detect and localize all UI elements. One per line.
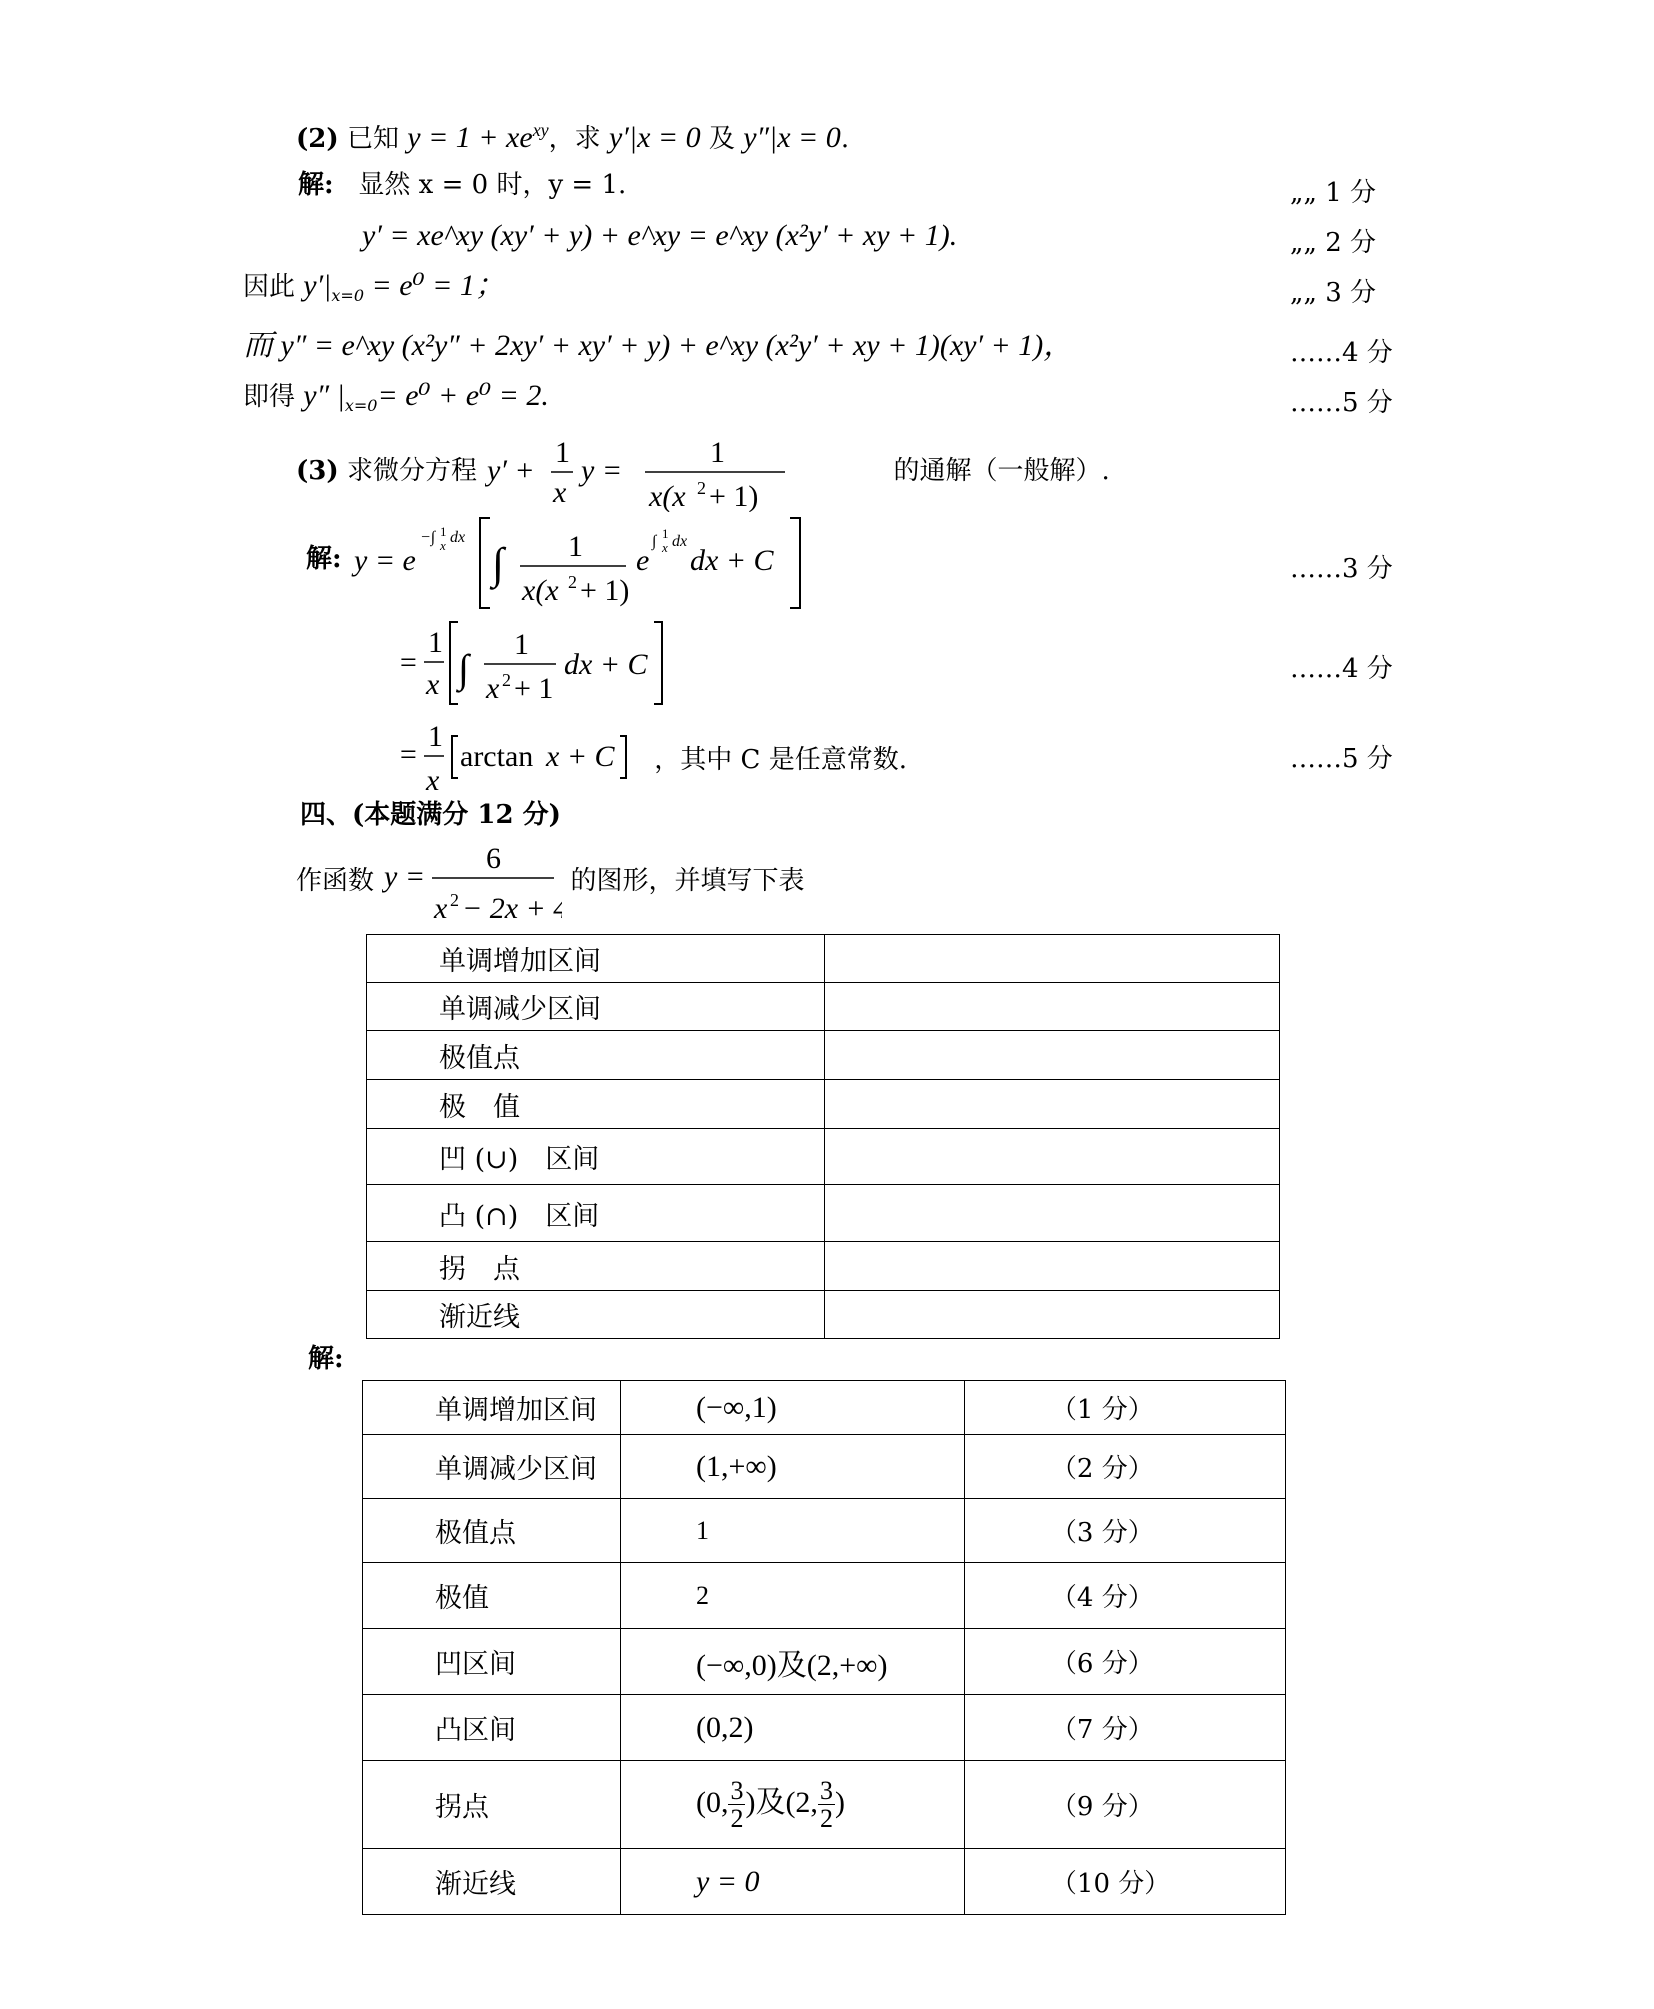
table-value: (1,+∞) xyxy=(620,1435,964,1499)
solution-4-label: 解: xyxy=(308,1344,344,1374)
table-value: 2 xyxy=(620,1563,964,1629)
table-value: (−∞,1) xyxy=(620,1381,964,1435)
svg-text:2: 2 xyxy=(567,572,577,592)
svg-text:6: 6 xyxy=(486,842,502,875)
solution-3-formula-3 xyxy=(396,716,646,806)
table-cell-empty xyxy=(824,983,1279,1031)
table-label: 单调减少区间 xyxy=(367,983,825,1031)
table-cell-empty xyxy=(824,1031,1279,1080)
svg-text:+ 1: + 1 xyxy=(514,672,554,705)
svg-text:x(x: x(x xyxy=(649,480,686,512)
table-label: 单调减少区间 xyxy=(363,1435,621,1499)
table-cell-empty xyxy=(824,1291,1279,1339)
function-formula xyxy=(382,840,562,924)
svg-text:y′ +: y′ + xyxy=(487,454,535,487)
svg-text:1: 1 xyxy=(710,436,726,469)
svg-text:x: x xyxy=(439,538,446,553)
table-label: 极 值 xyxy=(367,1080,825,1129)
table-cell-empty xyxy=(824,1080,1279,1129)
table-row xyxy=(367,1242,1280,1291)
svg-text:−∫: −∫ xyxy=(419,529,436,546)
table-row xyxy=(363,1695,1286,1761)
table-row xyxy=(367,1185,1280,1242)
section-4-intro: 作函数 y = 6 x 2 − 2x + 4 的图形，并填写下表 xyxy=(296,842,805,924)
svg-text:1: 1 xyxy=(555,436,571,469)
svg-text:x: x xyxy=(661,540,668,555)
problem-2-equation: $y = 1 + xe^{xy}$ xyxy=(407,120,549,154)
table-value-inflection: (0, $\frac{3}{2}$ )及(2, $\frac{3}{2}$ ) xyxy=(620,1761,964,1849)
table-label: 单调增加区间 xyxy=(363,1381,621,1435)
solution-2-line-5: 即得 y″ $|_{x=0}= e^0 + e^0 = 2$. xyxy=(243,379,549,416)
table-label: 渐近线 xyxy=(367,1291,825,1339)
problem-3-label: (3) xyxy=(296,456,339,486)
svg-text:∫: ∫ xyxy=(458,646,469,691)
score-3-1: ……3 分 xyxy=(1290,554,1393,584)
table-row xyxy=(367,983,1280,1031)
table-score: （6 分） xyxy=(964,1629,1285,1695)
solution-2-line-4: 而 y″ = e^xy (x²y″ + 2xy′ + xy′ + y) + e^xy (x²y′ + xy + 1)(xy′ + 1)， xyxy=(243,329,1074,362)
table-label: 拐点 xyxy=(363,1761,621,1849)
score-2-5: ……5 分 xyxy=(1290,388,1393,418)
svg-text:1: 1 xyxy=(428,626,443,659)
problem-3-statement: (3) 求微分方程 y′ + 1 x y = 1 x(x 2 + 1) 的通解（一般解）. xyxy=(296,432,1110,512)
svg-text:1: 1 xyxy=(567,530,583,563)
svg-text:x: x xyxy=(426,668,440,701)
solution-3-formula-1 xyxy=(350,510,870,610)
score-3-3: ……5 分 xyxy=(1290,744,1393,774)
svg-text:1: 1 xyxy=(439,524,447,539)
table-label: 渐近线 xyxy=(363,1849,621,1915)
svg-text:y =: y = xyxy=(384,860,426,893)
table-score: （1 分） xyxy=(964,1381,1285,1435)
svg-text:dx + C: dx + C xyxy=(564,648,648,681)
svg-text:dx: dx xyxy=(671,533,687,550)
table-cell-empty xyxy=(824,935,1279,983)
svg-text:x: x xyxy=(426,764,440,797)
table-row xyxy=(367,935,1280,983)
score-2-4: ……4 分 xyxy=(1290,338,1393,368)
table-row xyxy=(363,1849,1286,1915)
table-score: （10 分） xyxy=(964,1849,1285,1915)
table-score: （3 分） xyxy=(964,1499,1285,1563)
blank-answer-table xyxy=(366,934,1280,1339)
svg-text:1: 1 xyxy=(661,526,669,541)
svg-text:y =: y = xyxy=(581,454,623,487)
svg-text:dx + C: dx + C xyxy=(689,544,774,577)
score-3-2: ……4 分 xyxy=(1290,654,1393,684)
svg-text:x + C: x + C xyxy=(546,740,615,773)
svg-text:=: = xyxy=(398,646,419,679)
svg-text:x(x: x(x xyxy=(521,574,559,607)
fraction: $\frac{3}{2}$ xyxy=(730,1775,744,1834)
table-cell-empty xyxy=(824,1185,1279,1242)
table-cell-empty xyxy=(824,1242,1279,1291)
svg-text:∫: ∫ xyxy=(491,539,504,588)
table-label: 凹 (∪) 区间 xyxy=(367,1129,825,1185)
table-label: 凸区间 xyxy=(363,1695,621,1761)
solution-2-line-2: y′ = xe^xy (xy′ + y) + e^xy = e^xy (x²y′ + xy + 1). xyxy=(362,219,958,252)
table-score: （7 分） xyxy=(964,1695,1285,1761)
problem-2-prefix: 已知 xyxy=(346,124,399,154)
table-label: 拐 点 xyxy=(367,1242,825,1291)
svg-text:arctan: arctan xyxy=(460,740,534,773)
svg-text:1: 1 xyxy=(514,628,529,661)
table-row xyxy=(363,1761,1286,1849)
svg-text:e: e xyxy=(635,544,650,577)
svg-text:x: x xyxy=(434,892,448,924)
problem-3-equation xyxy=(485,432,885,512)
table-row xyxy=(367,1291,1280,1339)
svg-text:∫: ∫ xyxy=(651,533,657,550)
answer-table xyxy=(362,1380,1286,1915)
problem-2-expr1: y′|x = 0 xyxy=(608,121,701,154)
table-value: y = 0 xyxy=(620,1849,964,1915)
solution-3-formula-2 xyxy=(396,618,676,708)
fraction: $\frac{3}{2}$ xyxy=(819,1775,833,1834)
table-score: （2 分） xyxy=(964,1435,1285,1499)
score-2-2: „„ 2 分 xyxy=(1290,228,1377,258)
solution-2-line-3: 因此 $y'|_{x=0} = e^0 = 1$； xyxy=(243,269,505,306)
table-row xyxy=(363,1629,1286,1695)
table-row xyxy=(367,1129,1280,1185)
solution-3-line-3: = 1 x arctan x + C ，其中 C 是任意常数. xyxy=(396,716,907,806)
svg-text:2: 2 xyxy=(502,670,511,690)
table-row xyxy=(363,1563,1286,1629)
table-value: (−∞,0)及(2,+∞) xyxy=(620,1629,964,1695)
table-cell-empty xyxy=(824,1129,1279,1185)
problem-2-statement: (2) 已知 $y = 1 + xe^{xy}$，求 y′|x = 0 及 y″|x = 0. xyxy=(296,120,850,154)
table-row xyxy=(363,1435,1286,1499)
table-row xyxy=(367,1080,1280,1129)
section-4-title: 四、(本题满分 12 分) xyxy=(300,800,561,830)
table-row xyxy=(367,1031,1280,1080)
table-label: 凸 (∩) 区间 xyxy=(367,1185,825,1242)
score-2-1: „„ 1 分 xyxy=(1290,178,1377,208)
svg-text:x: x xyxy=(553,476,567,509)
svg-text:1: 1 xyxy=(428,720,443,753)
svg-text:2: 2 xyxy=(697,478,707,498)
solution-3-line-1 xyxy=(306,510,870,610)
table-value: 1 xyxy=(620,1499,964,1563)
table-score: （4 分） xyxy=(964,1563,1285,1629)
solution-3-label: 解: xyxy=(306,544,342,574)
table-row xyxy=(363,1381,1286,1435)
svg-text:− 2x + 4: − 2x + 4 xyxy=(462,892,563,924)
svg-text:+ 1): + 1) xyxy=(709,480,759,512)
score-2-3: „„ 3 分 xyxy=(1290,278,1377,308)
solution-2-line-1: 解: 显然 x = 0 时，y = 1. xyxy=(298,170,627,200)
problem-2-label: (2) xyxy=(296,124,339,154)
table-label: 极值 xyxy=(363,1563,621,1629)
table-label: 单调增加区间 xyxy=(367,935,825,983)
solution-label: 解: xyxy=(298,170,334,200)
table-label: 极值点 xyxy=(363,1499,621,1563)
table-label: 凹区间 xyxy=(363,1629,621,1695)
svg-text:+ 1): + 1) xyxy=(579,574,630,607)
table-label: 极值点 xyxy=(367,1031,825,1080)
svg-text:=: = xyxy=(398,738,419,771)
table-row xyxy=(363,1499,1286,1563)
svg-text:y = e: y = e xyxy=(353,544,416,577)
svg-text:dx: dx xyxy=(449,529,465,546)
table-score: （9 分） xyxy=(964,1761,1285,1849)
svg-text:2: 2 xyxy=(450,890,460,910)
problem-2-expr2: y″|x = 0 xyxy=(743,121,841,154)
table-value: (0,2) xyxy=(620,1695,964,1761)
solution-3-line-2 xyxy=(396,618,676,708)
svg-text:x: x xyxy=(486,672,500,705)
